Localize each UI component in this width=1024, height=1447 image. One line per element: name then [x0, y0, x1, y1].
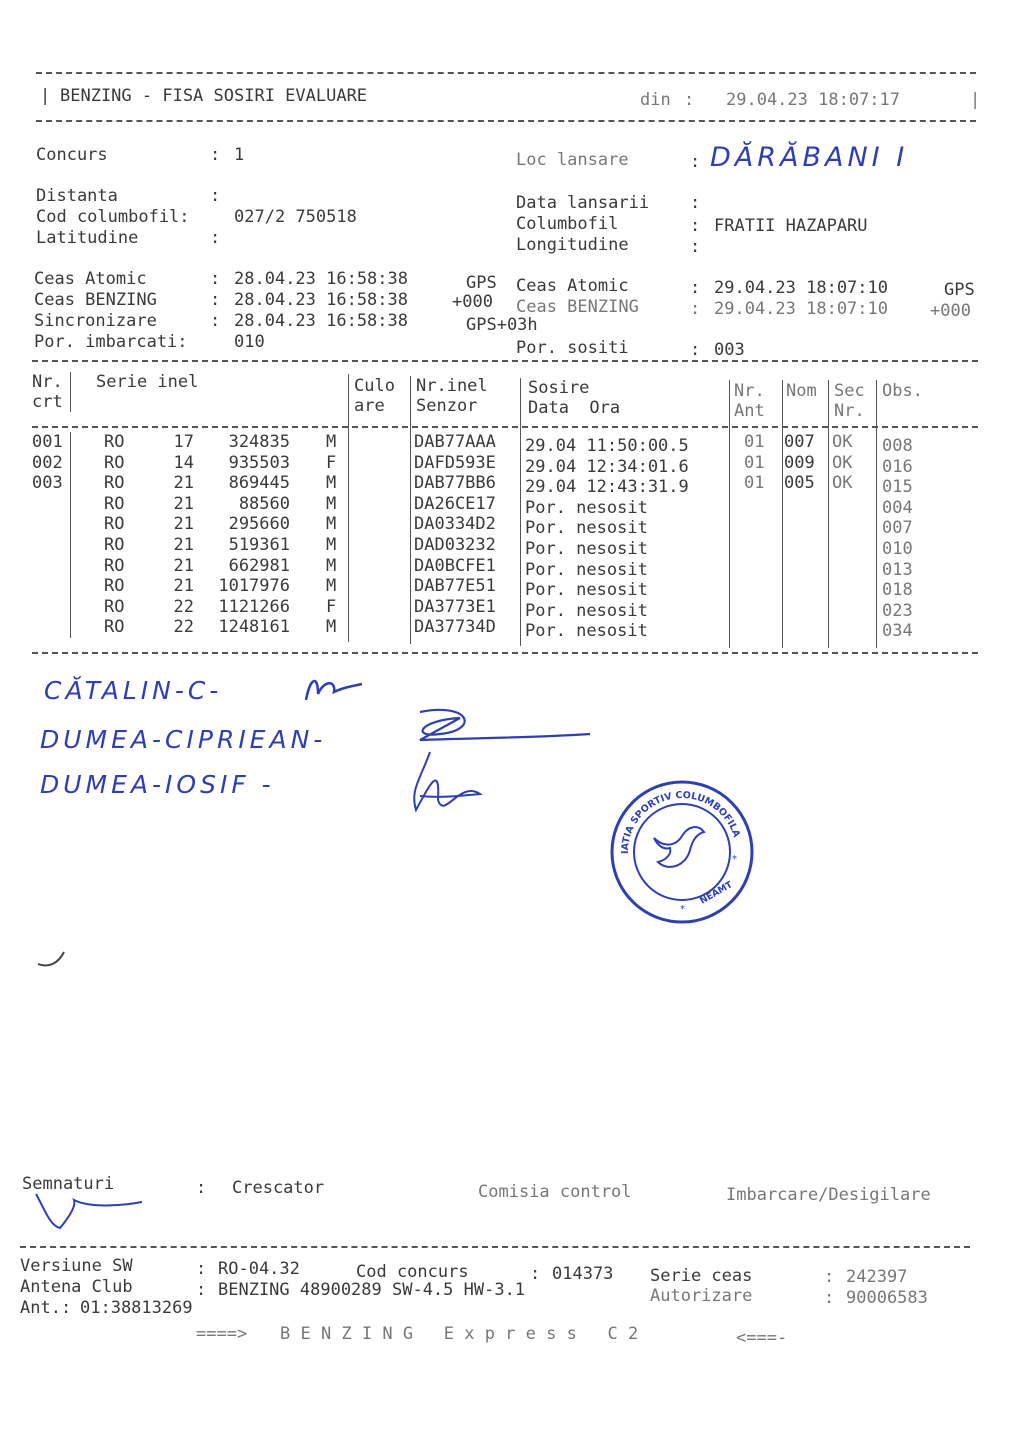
ant-label: Ant.:: [20, 1298, 72, 1318]
table-header-divider: [32, 426, 978, 428]
clock-left-1-sep: :: [210, 290, 221, 310]
handwritten-name-1: CĂTALIN-C-: [44, 676, 223, 705]
clock-right-0-label: Ceas Atomic: [516, 276, 629, 296]
cell-senzor: DAD03232: [414, 535, 496, 555]
cell-nr: 002: [32, 452, 63, 473]
columbofil-sep: :: [690, 216, 701, 236]
autorizare-label: Autorizare: [650, 1286, 753, 1306]
cell-year: 21: [173, 555, 194, 576]
cell-senzor: DAB77AAA: [414, 432, 496, 452]
signature-comisia: Comisia control: [478, 1182, 632, 1202]
cell-country: RO: [104, 493, 125, 514]
signatures-label: Semnaturi: [22, 1174, 115, 1194]
concurs-label: Concurs: [36, 145, 108, 165]
clock-right-1-sep: :: [690, 299, 701, 319]
clock-left-0-sep: :: [210, 269, 221, 289]
cell-ring: 1121266: [218, 596, 290, 617]
handwritten-name-2: DUMEA-CIPRIEAN-: [40, 725, 327, 754]
cell-year: 21: [173, 576, 194, 597]
clock-left-2-suffix: GPS+03h: [466, 315, 538, 335]
cell-country: RO: [104, 535, 125, 555]
cell-sex: M: [326, 576, 337, 597]
clock-left-0-value: 28.04.23 16:58:38: [234, 269, 408, 289]
col-header-sec: Sec Nr.: [834, 381, 865, 421]
cell-nom: 007: [784, 432, 815, 452]
col-sep-obs: [876, 380, 877, 648]
signature-scribble-1: [296, 668, 366, 708]
imbarcati-value: 010: [234, 332, 265, 352]
cod-concurs-sep: :: [530, 1264, 541, 1284]
cell-country: RO: [104, 514, 125, 535]
cell-sex: F: [326, 452, 337, 473]
date-label: din: [640, 90, 671, 110]
cell-obs: 018: [882, 580, 913, 601]
cell-ring: 1248161: [218, 617, 290, 638]
clock-left-2-label: Sincronizare: [34, 311, 157, 331]
stamp-text-bottom: NEAMT: [698, 880, 735, 907]
signatures-sep: :: [196, 1178, 207, 1198]
data-lansarii-sep: :: [690, 193, 701, 213]
handwritten-name-3: DUMEA-IOSIF -: [40, 770, 275, 799]
cell-sex: M: [326, 473, 337, 494]
cell-obs: 034: [882, 621, 913, 642]
autorizare-sep: :: [824, 1288, 835, 1308]
cell-nom: 009: [784, 452, 815, 473]
cell-senzor: DAFD593E: [414, 452, 496, 473]
pen-mark: [34, 946, 70, 970]
cell-ring: 324835: [228, 432, 290, 452]
signature-crescator: Crescator: [232, 1178, 325, 1198]
cell-ring: 662981: [228, 555, 290, 576]
cell-nom: 005: [784, 473, 815, 494]
col-sep-nom: [782, 380, 783, 648]
antena-label: Antena Club: [20, 1277, 133, 1297]
header-bar-right: |: [970, 90, 981, 110]
cell-year: 21: [173, 473, 194, 494]
cell-sosire: 29.04 11:50:00.5: [525, 436, 689, 456]
cell-sec: OK: [832, 432, 853, 452]
cell-ant: 01: [744, 452, 765, 473]
col-header-culoare: Culo are: [354, 376, 395, 416]
autorizare-value: 90006583: [846, 1288, 928, 1308]
distanta-label: Distanta: [36, 186, 118, 206]
cell-year: 22: [173, 596, 194, 617]
cell-nr: 001: [32, 432, 63, 452]
latitudine-sep: :: [210, 228, 221, 248]
clock-right-0-value: 29.04.23 18:07:10: [714, 278, 888, 298]
cell-obs: 015: [882, 477, 913, 498]
antena-sep: :: [196, 1280, 207, 1300]
header-top-divider: [36, 72, 976, 74]
longitudine-label: Longitudine: [516, 235, 629, 255]
table-top-divider: [32, 360, 978, 362]
concurs-value: 1: [234, 145, 245, 165]
clock-left-0-label: Ceas Atomic: [34, 269, 147, 289]
cell-senzor: DA26CE17: [414, 493, 496, 514]
clock-left-2-value: 28.04.23 16:58:38: [234, 311, 408, 331]
cell-obs: 008: [882, 436, 913, 456]
col-header-senzor: Nr.inel Senzor: [416, 376, 488, 416]
cell-year: 21: [173, 535, 194, 555]
document-title: BENZING - FISA SOSIRI EVALUARE: [60, 86, 368, 106]
cell-sex: M: [326, 555, 337, 576]
cell-senzor: DA37734D: [414, 617, 496, 638]
brand-arrow-left: ====>: [196, 1324, 248, 1344]
signature-imbarcare: Imbarcare/Desigilare: [726, 1185, 931, 1205]
col-sep-sosire: [520, 378, 521, 646]
cell-ring: 869445: [228, 473, 290, 494]
clock-right-0-sep: :: [690, 278, 701, 298]
serie-ceas-sep: :: [824, 1267, 835, 1287]
cell-sec: OK: [832, 473, 853, 494]
col-header-ant: Nr. Ant: [734, 381, 765, 421]
cod-concurs-label: Cod concurs: [356, 1262, 469, 1282]
cell-year: 17: [173, 432, 194, 452]
cell-ring: 519361: [228, 535, 290, 555]
clock-right-1-suffix: +000: [930, 301, 971, 321]
cell-obs: 013: [882, 559, 913, 580]
col-header-obs: Obs.: [882, 381, 923, 401]
clock-left-1-label: Ceas BENZING: [34, 290, 157, 310]
cell-year: 14: [173, 452, 194, 473]
brand-name: B E N Z I N G E x p r e s s C 2: [280, 1324, 639, 1344]
col-sep-sec: [828, 380, 829, 648]
cell-ant: 01: [744, 432, 765, 452]
cod-concurs-value: 014373: [552, 1264, 614, 1284]
footer-divider: [20, 1246, 970, 1248]
distanta-sep: :: [210, 186, 221, 206]
serie-ceas-value: 242397: [846, 1267, 908, 1287]
header-bottom-divider: [36, 120, 976, 122]
col-sep-culoare: [348, 374, 349, 642]
versiune-label: Versiune SW: [20, 1256, 133, 1276]
cell-sec: OK: [832, 452, 853, 473]
table-bottom-divider: [32, 652, 978, 654]
cell-senzor: DAB77E51: [414, 576, 496, 597]
columbofil-label: Columbofil: [516, 214, 619, 234]
cell-senzor: DA0BCFE1: [414, 555, 496, 576]
cod-value: 027/2 750518: [234, 207, 357, 227]
sositi-label: Por. sositi: [516, 338, 629, 358]
cell-sosire: 29.04 12:43:31.9: [525, 477, 689, 498]
col-sep-nr-head: [70, 372, 71, 412]
cell-country: RO: [104, 617, 125, 638]
cell-nr: 003: [32, 473, 63, 494]
cell-country: RO: [104, 452, 125, 473]
signature-scribble-2: [380, 700, 610, 830]
clock-left-1-suffix: +000: [452, 292, 493, 312]
cell-obs: 007: [882, 518, 913, 539]
cell-country: RO: [104, 473, 125, 494]
clock-left-2-sep: :: [210, 311, 221, 331]
cell-country: RO: [104, 432, 125, 452]
columbofil-value: FRATII HAZAPARU: [714, 216, 868, 236]
cell-senzor: DAB77BB6: [414, 473, 496, 494]
stamp-text-top: IATIA SPORTIV COLUMBOFILA: [619, 789, 742, 855]
cell-obs: 010: [882, 539, 913, 559]
cod-label: Cod columbofil:: [36, 207, 190, 227]
versiune-sep: :: [196, 1259, 207, 1279]
club-stamp: [606, 776, 758, 926]
loc-label: Loc lansare: [516, 150, 629, 170]
cell-sex: M: [326, 617, 337, 638]
clock-left-1-value: 28.04.23 16:58:38: [234, 290, 408, 310]
cell-obs: 023: [882, 600, 913, 621]
clock-left-0-suffix: GPS: [466, 273, 497, 293]
cell-ant: 01: [744, 473, 765, 494]
cell-sex: M: [326, 514, 337, 535]
cell-sosire: Por. nesosit: [525, 600, 648, 621]
cell-sosire: Por. nesosit: [525, 621, 648, 642]
loc-sep: :: [690, 152, 701, 172]
clock-right-0-suffix: GPS: [944, 280, 975, 300]
signature-scribble-3: [30, 1186, 150, 1236]
cell-year: 22: [173, 617, 194, 638]
date-sep: :: [684, 90, 695, 110]
antena-value: BENZING 48900289 SW-4.5 HW-3.1: [218, 1280, 526, 1300]
cell-year: 21: [173, 514, 194, 535]
cell-senzor: DA0334D2: [414, 514, 496, 535]
cell-obs: 016: [882, 456, 913, 477]
col-header-serie: Serie inel: [96, 372, 199, 392]
cell-country: RO: [104, 596, 125, 617]
cell-obs: 004: [882, 497, 913, 518]
versiune-value: RO-04.32: [218, 1259, 300, 1279]
serie-ceas-label: Serie ceas: [650, 1266, 753, 1286]
svg-text:*: *: [732, 854, 737, 865]
brand-arrow-right: <===-: [736, 1328, 788, 1348]
cell-sosire: Por. nesosit: [525, 559, 648, 580]
col-sep-ant: [729, 380, 730, 648]
cell-sosire: Por. nesosit: [525, 580, 648, 601]
sositi-sep: :: [690, 340, 701, 360]
sositi-value: 003: [714, 340, 745, 360]
data-lansarii-label: Data lansarii: [516, 193, 650, 213]
concurs-sep: :: [210, 145, 221, 165]
cell-ring: 295660: [228, 514, 290, 535]
cell-sosire: Por. nesosit: [525, 497, 648, 518]
latitudine-label: Latitudine: [36, 228, 139, 248]
cell-sex: M: [326, 493, 337, 514]
cell-ring: 935503: [228, 452, 290, 473]
header-bar: |: [40, 86, 51, 106]
cell-sosire: Por. nesosit: [525, 518, 648, 539]
cell-sex: M: [326, 432, 337, 452]
loc-value: DĂRĂBANI I: [710, 142, 909, 173]
cell-country: RO: [104, 576, 125, 597]
cell-ring: 1017976: [218, 576, 290, 597]
date-value: 29.04.23 18:07:17: [726, 90, 900, 110]
col-header-sosire: Sosire Data Ora: [528, 378, 621, 418]
col-sep-nr: [70, 432, 71, 638]
clock-right-1-value: 29.04.23 18:07:10: [714, 299, 888, 319]
cell-senzor: DA3773E1: [414, 596, 496, 617]
cell-sosire: Por. nesosit: [525, 539, 648, 559]
longitudine-sep: :: [690, 237, 701, 257]
cell-sex: F: [326, 596, 337, 617]
col-header-nom: Nom: [786, 381, 817, 401]
cell-sex: M: [326, 535, 337, 555]
svg-text:*: *: [680, 904, 685, 915]
cell-ring: 88560: [238, 493, 290, 514]
imbarcati-label: Por. imbarcati:: [34, 332, 188, 352]
cell-country: RO: [104, 555, 125, 576]
cell-year: 21: [173, 493, 194, 514]
clock-right-1-label: Ceas BENZING: [516, 297, 639, 317]
col-sep-senzor: [410, 376, 411, 644]
col-header-nr: Nr. crt: [32, 372, 63, 412]
ant-value: 01:38813269: [80, 1298, 193, 1318]
cell-sosire: 29.04 12:34:01.6: [525, 456, 689, 477]
